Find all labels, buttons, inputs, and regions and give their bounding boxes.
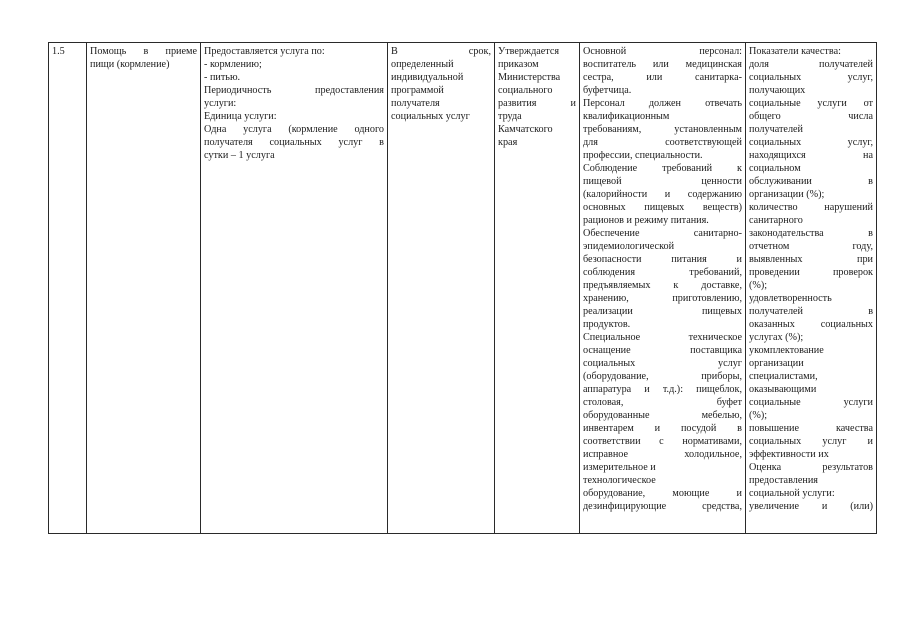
text-line: (калорийности и содержанию [583, 189, 742, 200]
text-line: специалистами, [749, 371, 818, 382]
text-line: индивидуальной [391, 72, 464, 83]
text-line: социальной услуги: [749, 488, 835, 499]
text-line: безопасности питания и [583, 254, 742, 265]
text-line: требованиям, установленным [583, 124, 742, 135]
text-line: соответствии с нормативами, [583, 436, 742, 447]
text-line: края [498, 137, 518, 148]
text-line: В срок, [391, 46, 491, 57]
text-line: получателя социальных услуг в [204, 137, 384, 148]
text-line: оборудованные мебелью, [583, 410, 742, 421]
text-line: продуктов. [583, 319, 631, 330]
text-line: (оборудование, приборы, [583, 371, 742, 382]
text-line: обслуживании в [749, 176, 873, 187]
text-line: Показатели качества: [749, 46, 841, 57]
text-line: воспитатель или медицинская [583, 59, 742, 70]
text-line: столовая, буфет [583, 397, 742, 408]
text-line: - питью. [204, 72, 241, 83]
text-line: оказывающими [749, 384, 817, 395]
text-line: Камчатского [498, 124, 553, 135]
text-line: эпидемиологической [583, 241, 675, 252]
service-description-cell [201, 43, 388, 534]
text-line: реализации пищевых [583, 306, 742, 317]
text-line: Оценка результатов [749, 462, 873, 473]
text-line: сестра, или санитарка- [583, 72, 742, 83]
text-line: основных пищевых веществ) [583, 202, 742, 213]
text-line: находящихся на [749, 150, 873, 161]
text-line: пищи (кормление) [90, 59, 170, 70]
text-line: Основной персонал: [583, 46, 742, 57]
service-term-cell [388, 43, 495, 534]
text-line: доля получателей [749, 59, 873, 70]
text-line: увеличение и (или) [749, 501, 873, 512]
text-line: социальных услуг, [749, 72, 873, 83]
text-line: рационов и режиму питания. [583, 215, 709, 226]
text-line: буфетчица. [583, 85, 632, 96]
text-line: (%); [749, 410, 768, 421]
text-line: хранению, приготовлению, [583, 293, 742, 304]
text-line: повышение качества [749, 423, 873, 434]
text-line: квалификационным [583, 111, 670, 122]
text-line: получателей [749, 124, 804, 135]
text-line: эффективности их [749, 449, 829, 460]
text-line: законодательства в [749, 228, 873, 239]
text-line: (%); [749, 280, 768, 291]
text-line: сутки – 1 услуга [204, 150, 275, 161]
text-line: предъявляемых к доставке, [583, 280, 742, 291]
text-line: удовлетворенность [749, 293, 832, 304]
text-line: социальных услуг [583, 358, 742, 369]
text-line: Помощь в приеме [90, 46, 197, 57]
text-line: Министерства [498, 72, 561, 83]
text-line: отчетном году, [749, 241, 873, 252]
text-line: получателей в [749, 306, 873, 317]
text-line: оснащение поставщика [583, 345, 742, 356]
text-line: услуги: [204, 98, 237, 109]
row-number: 1.5 [52, 46, 65, 57]
text-line: социальные услуги от [749, 98, 873, 109]
text-line: Предоставляется услуга по: [204, 46, 325, 57]
text-line: измерительное и [583, 462, 656, 473]
text-line: оборудование, моющие и [583, 488, 742, 499]
text-line: дезинфицирующие средства, [583, 501, 742, 512]
text-line: социальных услуг [391, 111, 470, 122]
text-line: общего числа [749, 111, 873, 122]
text-line: социальных услуг, [749, 137, 873, 148]
text-line: определенный [391, 59, 454, 70]
text-line: социальном [749, 163, 801, 174]
service-conditions-cell [580, 43, 746, 534]
row-number-cell [49, 43, 87, 534]
text-line: Соблюдение требований к [583, 163, 742, 174]
quality-indicators-cell [746, 43, 877, 534]
text-line: проведении проверок [749, 267, 873, 278]
text-line: развития и [498, 98, 576, 109]
text-line: организации (%); [749, 189, 825, 200]
text-line: технологическое [583, 475, 656, 486]
text-line: Одна услуга (кормление одного [204, 124, 384, 135]
text-line: получателя [391, 98, 440, 109]
text-line: выявленных при [749, 254, 873, 265]
text-line: получающих [749, 85, 806, 96]
services-table [48, 42, 877, 534]
text-line: для соответствующей [583, 137, 742, 148]
text-line: укомплектование [749, 345, 824, 356]
text-line: социальные услуги [749, 397, 873, 408]
text-line: предоставления [749, 475, 818, 486]
text-line: санитарного [749, 215, 803, 226]
text-line: пищевой ценности [583, 176, 742, 187]
tariff-approval-cell [495, 43, 580, 534]
text-line: оказанных социальных [749, 319, 873, 330]
text-line: Обеспечение санитарно- [583, 228, 742, 239]
text-line: Утверждается [498, 46, 560, 57]
text-line: профессии, специальности. [583, 150, 703, 161]
text-line: приказом [498, 59, 539, 70]
table-row [49, 43, 877, 534]
text-line: Персонал должен отвечать [583, 98, 742, 109]
service-name-cell [87, 43, 201, 534]
text-line: инвентарем и посудой в [583, 423, 742, 434]
text-line: Периодичность предоставления [204, 85, 384, 96]
text-line: соблюдения требований, [583, 267, 742, 278]
text-line: количество нарушений [749, 202, 873, 213]
text-line: Единица услуги: [204, 111, 277, 122]
text-line: социальных услуг и [749, 436, 873, 447]
text-line: социального [498, 85, 553, 96]
text-line: Специальное техническое [583, 332, 742, 343]
text-line: услугах (%); [749, 332, 804, 343]
text-line: организации [749, 358, 804, 369]
text-line: - кормлению; [204, 59, 262, 70]
text-line: программой [391, 85, 444, 96]
text-line: аппаратура и т.д.): пищеблок, [583, 384, 742, 395]
text-line: исправное холодильное, [583, 449, 742, 460]
text-line: труда [498, 111, 522, 122]
